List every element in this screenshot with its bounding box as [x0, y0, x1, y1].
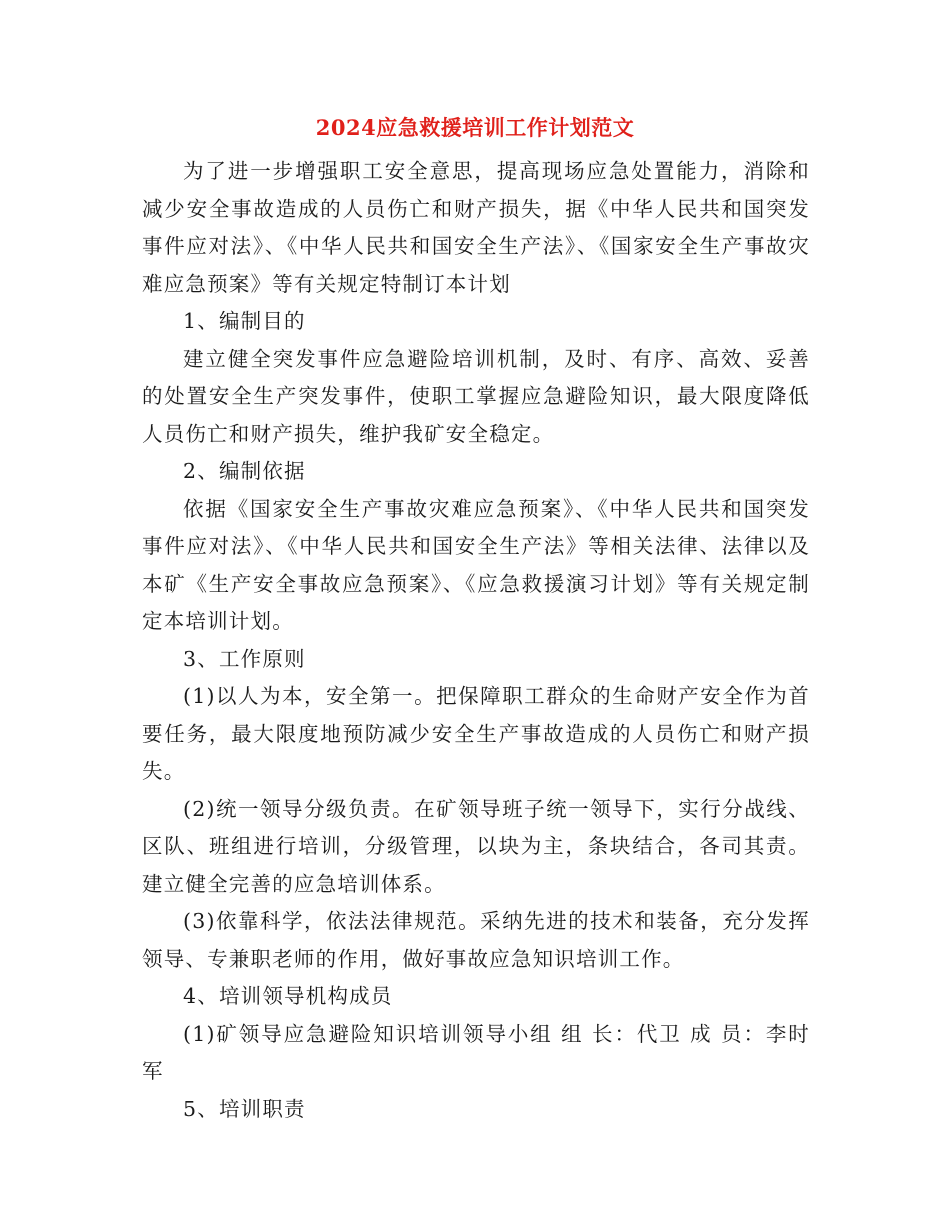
section-heading-organization: 4、培训领导机构成员 — [183, 984, 393, 1008]
section-heading-principles: 3、工作原则 — [183, 646, 306, 671]
section-heading-basis: 2、编制依据 — [183, 459, 306, 483]
principle-2-paragraph: (2)统一领导分级负责。在矿领导班子统一领导下，实行分战线、区队、班组进行培训，分级管理，以块为主，条块结合，各司其责。建立健全完善的应急培训体系。 — [142, 796, 810, 896]
section-heading-purpose: 1、编制目的 — [183, 309, 306, 333]
purpose-paragraph: 建立健全突发事件应急避险培训机制，及时、有序、高效、妥善的处置安全生产突发事件，使职工掌握应急避险知识，最大限度降低人员伤亡和财产损失，维护我矿安全稳定。 — [142, 346, 810, 446]
basis-paragraph: 依据《国家安全生产事故灾难应急预案》、《中华人民共和国突发事件应对法》、《中华人民共和国安全生产法》等相关法律、法律以及本矿《生产安全事故应急预案》、《应急救援演习计划》等有关规定制定本培训计划。 — [142, 496, 810, 633]
principle-1-paragraph: (1)以人为本，安全第一。把保障职工群众的生命财产安全作为首要任务，最大限度地预防减少安全生产事故造成的人员伤亡和财产损失。 — [142, 684, 810, 783]
principle-3-paragraph: (3)依靠科学，依法法律规范。采纳先进的技术和装备，充分发挥领导、专兼职老师的作用，做好事故应急知识培训工作。 — [142, 909, 810, 971]
section-heading-duties: 5、培训职责 — [183, 1096, 306, 1121]
intro-paragraph: 为了进一步增强职工安全意思，提高现场应急处置能力，消除和减少安全事故造成的人员伤亡和财产损失，据《中华人民共和国突发事件应对法》、《中华人民共和国安全生产法》、《国家安全生产事故灾难应急预案》等有关规定特制订本计划 — [142, 159, 810, 296]
document-body — [142, 153, 810, 1128]
organization-paragraph: (1)矿领导应急避险知识培训领导小组 组 长：代卫 成 员：李时军 — [142, 1021, 810, 1083]
document-title: 2024应急救援培训工作计划范文 — [315, 115, 635, 140]
